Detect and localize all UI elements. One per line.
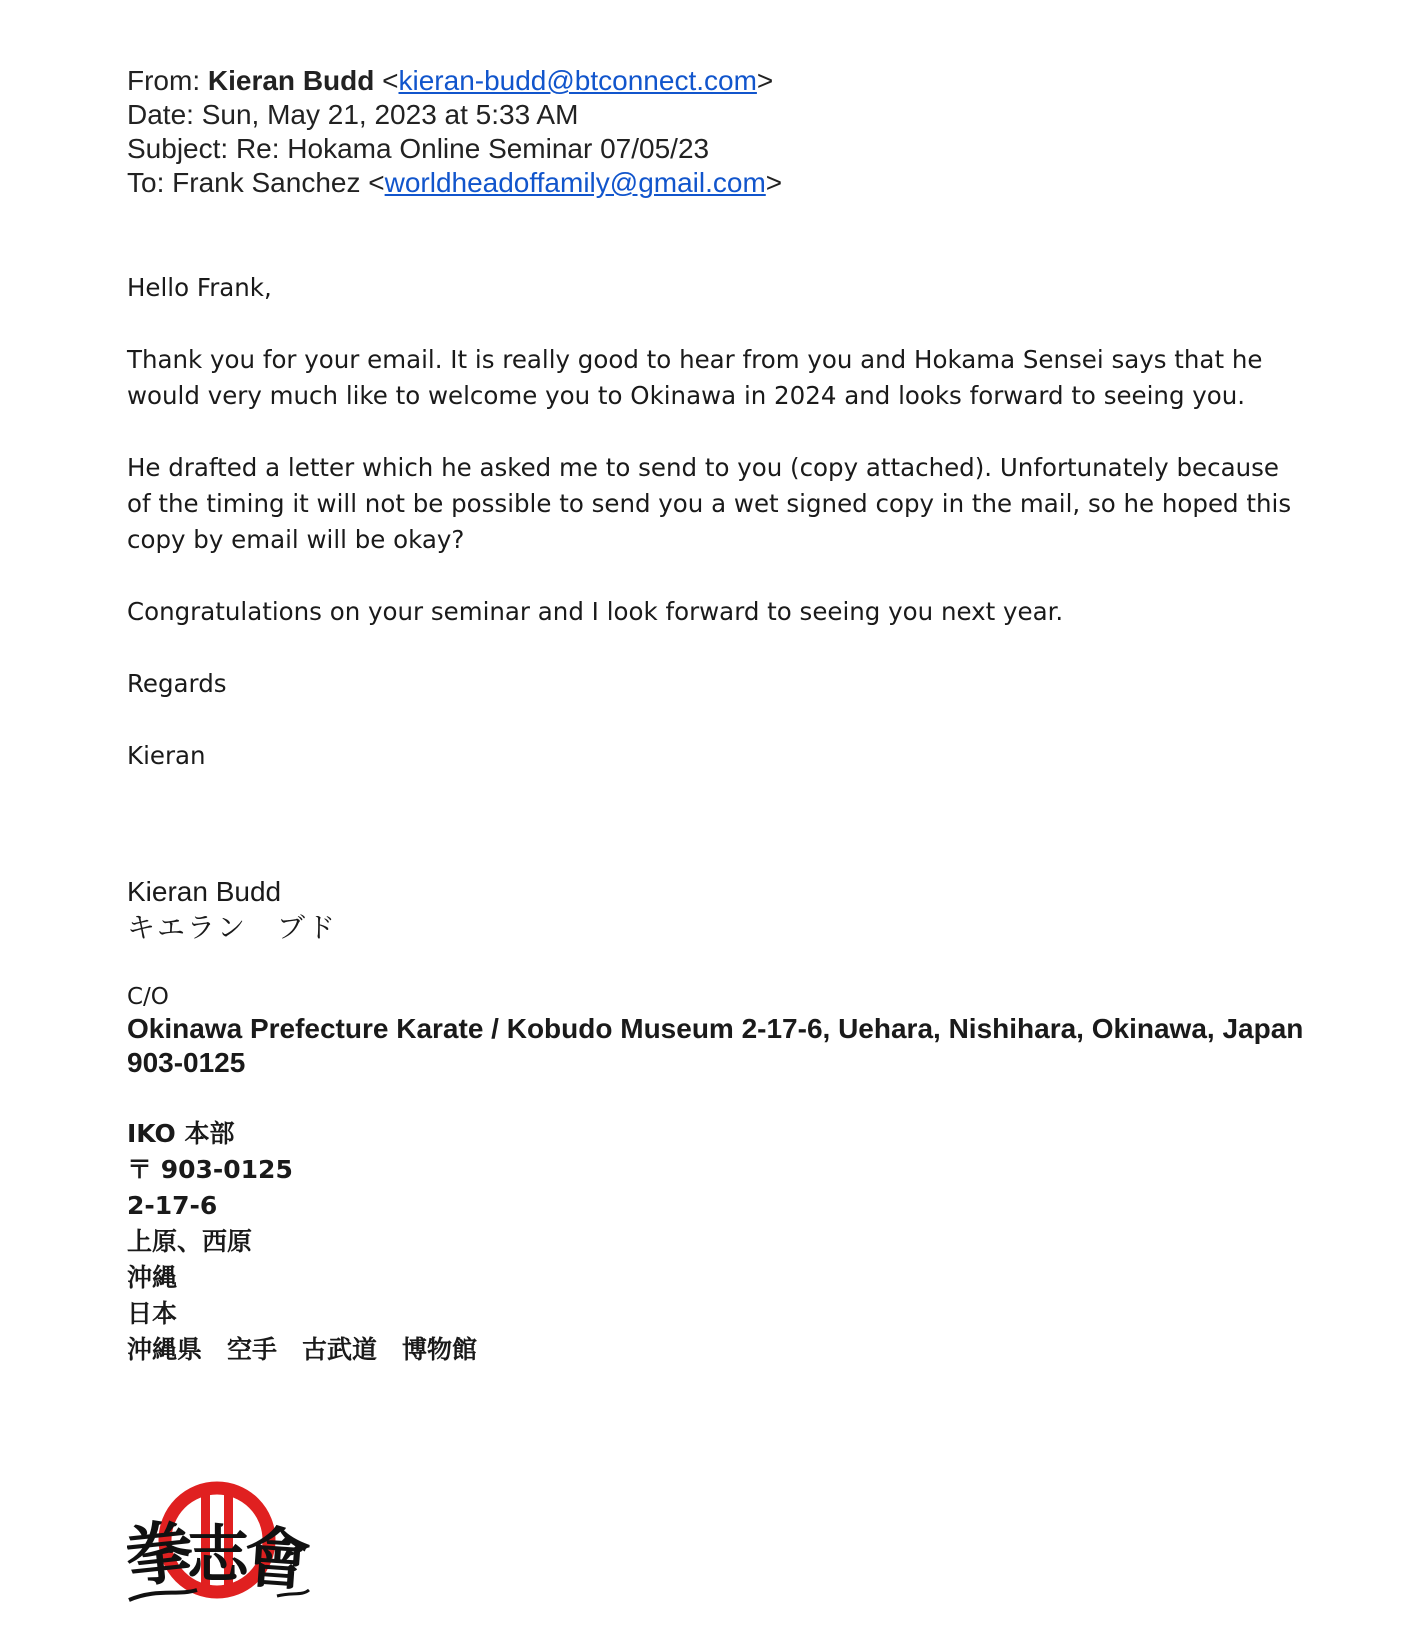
- from-row: From: Kieran Budd <kieran-budd@btconnect.com>: [127, 65, 774, 96]
- first-name: Kieran: [127, 741, 206, 770]
- signature-name-katakana: キエラン ブド: [127, 911, 338, 944]
- subject-label: Subject:: [127, 133, 229, 164]
- address-jp-line: 2-17-6: [127, 1191, 218, 1220]
- greeting: Hello Frank,: [127, 273, 272, 302]
- signature-block: [127, 874, 1307, 1368]
- signature-name: Kieran Budd: [127, 876, 282, 907]
- care-of: C/O: [127, 984, 169, 1010]
- svg-text:拳: 拳: [127, 1511, 198, 1599]
- address-jp-line: 沖縄県 空手 古武道 博物館: [127, 1335, 478, 1364]
- from-email-link[interactable]: kieran-budd@btconnect.com: [398, 65, 757, 96]
- email-document: [127, 64, 1307, 1368]
- address-jp-line: 沖縄: [127, 1263, 178, 1292]
- paragraph-2: He drafted a letter which he asked me to send to you (copy attached). Unfortunately because of the timing it will not be possible to send you a wet signed copy in the mail, so he hoped this copy by email will be okay?: [127, 453, 1292, 554]
- closing: Regards: [127, 669, 227, 698]
- to-email-link[interactable]: worldheadoffamily@gmail.com: [384, 167, 766, 198]
- address-english: [127, 1012, 1307, 1080]
- paragraph-3: Congratulations on your seminar and I look forward to seeing you next year.: [127, 597, 1064, 626]
- date-label: Date:: [127, 99, 194, 130]
- date-row: [127, 98, 1307, 132]
- address-jp-line: 〒 903-0125: [127, 1155, 293, 1184]
- address-japanese: [127, 1116, 1307, 1368]
- paragraph-1: Thank you for your email. It is really good to hear from you and Hokama Sensei says that he would very much like to welcome you to Okinawa in 2024 and looks forward to seeing you.: [127, 345, 1263, 410]
- address-english-postal: 903-0125: [127, 1047, 246, 1078]
- svg-text:會: 會: [241, 1517, 311, 1601]
- address-jp-line: IKO 本部: [127, 1119, 235, 1148]
- address-jp-line: 上原、西原: [127, 1227, 253, 1256]
- email-header: [127, 64, 1307, 200]
- address-english-line: Okinawa Prefecture Karate / Kobudo Museum 2-17-6, Uehara, Nishihara, Okinawa, Japan: [127, 1013, 1304, 1044]
- from-name: Kieran Budd: [207, 65, 375, 96]
- kenshikai-logo-icon: [127, 1478, 311, 1608]
- email-body: [127, 270, 1307, 774]
- address-jp-line: 日本: [127, 1299, 178, 1328]
- to-row: To: Frank Sanchez <worldheadoffamily@gmail.com>: [127, 167, 783, 198]
- to-name: Frank Sanchez: [172, 167, 361, 198]
- date-value: Sun, May 21, 2023 at 5:33 AM: [201, 99, 579, 130]
- to-label: To:: [127, 167, 165, 198]
- subject-value: Re: Hokama Online Seminar 07/05/23: [235, 133, 710, 164]
- subject-row: [127, 132, 1307, 166]
- from-label: From:: [127, 65, 201, 96]
- svg-text:志: 志: [187, 1518, 250, 1591]
